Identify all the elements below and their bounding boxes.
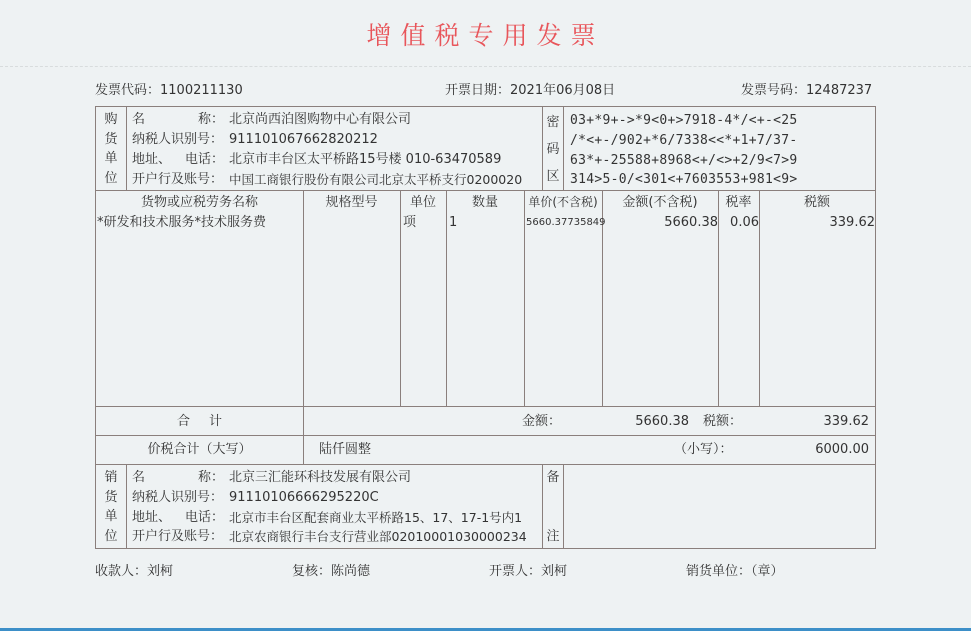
totals-label-b: 计 (209, 414, 223, 429)
buyer-tax-id-label: 纳税人识别号： (132, 132, 224, 147)
invoice-number (741, 79, 872, 98)
invoice-number-label: 发票号码： (741, 83, 807, 98)
remarks-area (564, 465, 875, 548)
seller-tax-id-label: 纳税人识别号： (132, 490, 224, 505)
payee-value: 刘柯 (147, 564, 174, 579)
seller-address-phone: 北京市丰台区配套商业太平桥路15、17、17-1号内1 (229, 510, 523, 525)
invoice-code-value: 1100211130 (160, 83, 243, 98)
col-header-tax: 税额 (803, 195, 830, 210)
buyer-name-label-b: 称： (198, 112, 225, 127)
col-header-qty: 数量 (471, 195, 498, 210)
rule-items-bottom (96, 406, 875, 407)
col-header-rate: 税率 (725, 195, 752, 210)
buyer-addr-label-a: 地址、 (132, 152, 172, 167)
buyer-name: 北京尚西泊图购物中心有限公司 (229, 112, 412, 127)
item-rate: 0.06 (730, 215, 759, 230)
item-amount: 5660.38 (664, 215, 718, 230)
item-price: 5660.37735849 (526, 217, 606, 228)
item-qty: 1 (449, 215, 458, 230)
col-header-spec: 规格型号 (325, 195, 378, 210)
invoice-code-label: 发票代码： (95, 83, 161, 98)
cipher-line: 314>5-0/<301<+7603553+981<9> (570, 172, 798, 187)
seller-name-label-a: 名 (132, 470, 146, 485)
cipher-line: 63*+-25588+8968<+/<>+2/9<7>9 (570, 153, 798, 168)
drawer (489, 560, 567, 579)
issue-date-value: 2021年06月08日 (510, 83, 616, 98)
title-divider (0, 66, 971, 67)
seller-bank-account: 北京农商银行丰台支行营业部02010001030000234 (229, 529, 527, 544)
item-name: *研发和技术服务*技术服务费 (97, 215, 267, 230)
drawer-value: 刘柯 (541, 564, 568, 579)
grand-total-words: 陆仟圆整 (319, 442, 372, 457)
invoice-title: 增值税专用发票 (366, 21, 605, 50)
cipher-line: /*<+-/902+*6/7338<<*+1+7/37- (570, 133, 798, 148)
seller-name-label-b: 称： (198, 470, 225, 485)
grand-total-small: 6000.00 (815, 442, 869, 457)
payee-label: 收款人： (95, 564, 148, 579)
item-unit: 项 (403, 215, 417, 230)
issue-date-label: 开票日期： (445, 83, 511, 98)
remarks-vertical-label: 备 注 (546, 470, 560, 544)
seller-vertical-label: 销 货 单 位 (104, 470, 118, 544)
rule-totals-bottom (96, 435, 875, 436)
reviewer (292, 560, 370, 579)
buyer-address-phone: 北京市丰台区太平桥路15号楼 010-63470589 (229, 152, 502, 167)
totals-amount: 5660.38 (635, 414, 689, 429)
issue-date (445, 79, 615, 98)
grand-total-small-label: （小写）： (674, 442, 733, 457)
totals-amount-label: 金额： (522, 414, 562, 429)
seller-addr-label-b: 电话： (185, 510, 225, 525)
item-tax: 339.62 (829, 215, 875, 230)
grand-total-label: 价税合计（大写） (147, 442, 252, 457)
payee (95, 560, 173, 579)
buyer-bank-label: 开户行及账号： (132, 172, 224, 187)
buyer-tax-id: 911101067662820212 (229, 132, 378, 147)
col-header-price: 单价(不含税) (528, 195, 598, 209)
cipher-vertical-label: 密 码 区 (546, 115, 560, 184)
totals-label-a: 合 (177, 414, 191, 429)
invoice-table (95, 106, 876, 549)
seller-addr-label-a: 地址、 (132, 510, 172, 525)
seller-stamp-label: 销货单位：（章） (686, 564, 784, 579)
totals-tax: 339.62 (823, 414, 869, 429)
seller-name: 北京三汇能环科技发展有限公司 (229, 470, 412, 485)
cipher-line: 03+*9+->*9<0+>7918-4*/<+-<25 (570, 113, 798, 128)
buyer-vertical-label: 购 货 单 位 (104, 112, 118, 186)
buyer-addr-label-b: 电话： (185, 152, 225, 167)
drawer-label: 开票人： (489, 564, 542, 579)
buyer-bank-account: 中国工商银行股份有限公司北京太平桥支行0200020 (229, 172, 523, 187)
invoice-number-value: 12487237 (806, 83, 873, 98)
col-header-unit: 单位 (409, 195, 436, 210)
reviewer-value: 陈尚德 (331, 564, 371, 579)
totals-tax-label: 税额： (703, 414, 743, 429)
seller-bank-label: 开户行及账号： (132, 529, 224, 544)
reviewer-label: 复核： (292, 564, 332, 579)
col-header-name: 货物或应税劳务名称 (140, 195, 258, 210)
buyer-name-label-a: 名 (132, 112, 146, 127)
seller-tax-id: 91110106666295220C (229, 490, 379, 505)
invoice-code (95, 79, 243, 98)
col-header-amount: 金额(不含税) (622, 195, 698, 210)
